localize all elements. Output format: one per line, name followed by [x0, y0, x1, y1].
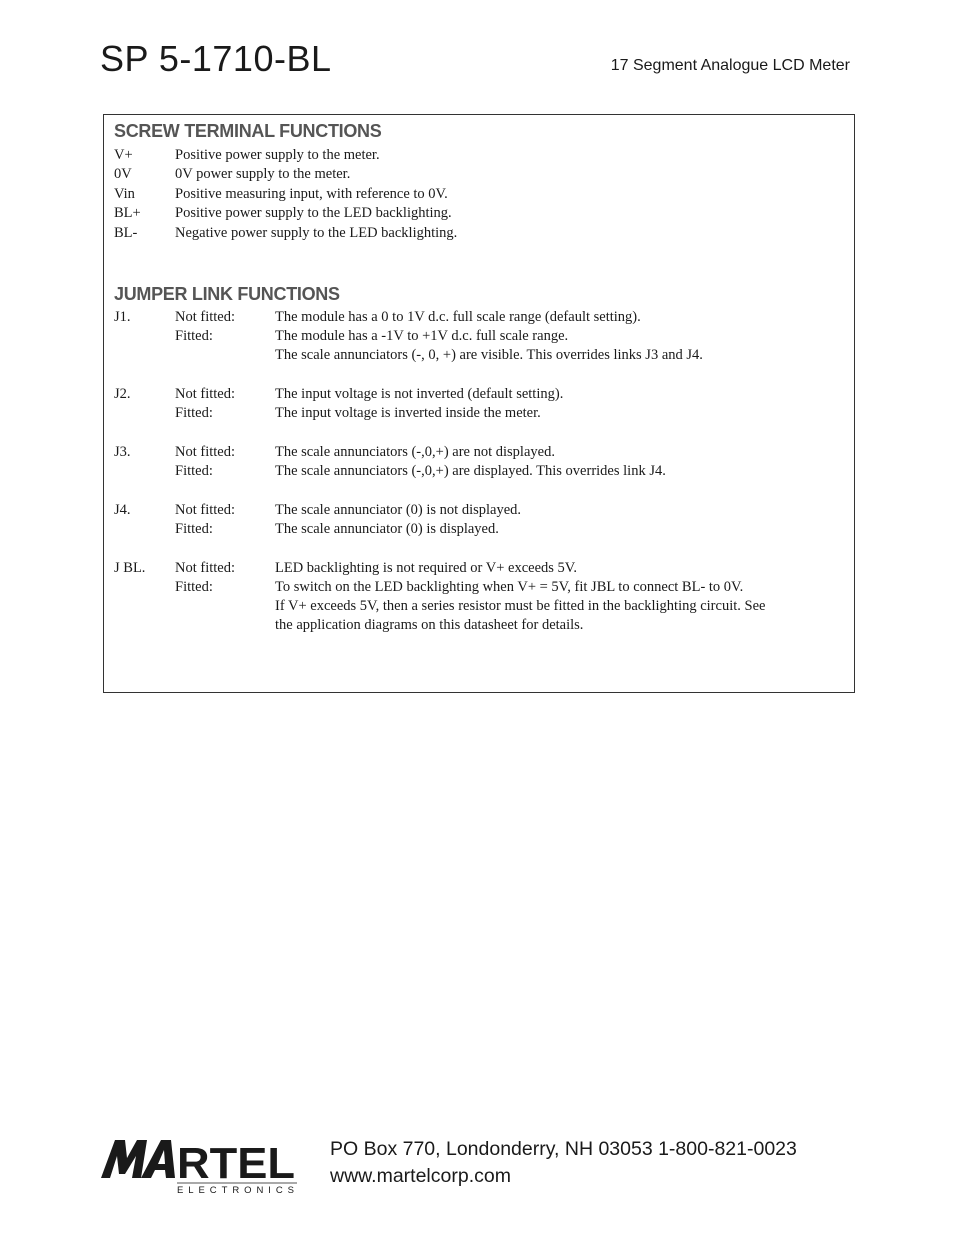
jumper-state: Fitted:: [175, 521, 213, 537]
jumper-state: Not fitted:: [175, 502, 236, 518]
terminal-label: V+: [114, 147, 133, 163]
terminal-description: Positive measuring input, with reference to 0V.: [175, 186, 448, 202]
jumper-label: J BL.: [114, 560, 146, 576]
screw-terminal-heading: SCREW TERMINAL FUNCTIONS: [114, 121, 382, 141]
functions-panel: [103, 114, 855, 693]
jumper-description: The input voltage is not inverted (default setting).: [275, 386, 564, 402]
terminal-description: Positive power supply to the meter.: [175, 147, 380, 163]
terminal-label: Vin: [114, 186, 135, 202]
terminal-description: Negative power supply to the LED backlighting.: [175, 225, 458, 241]
jumper-description: The input voltage is inverted inside the meter.: [275, 405, 541, 421]
terminal-description: 0V power supply to the meter.: [175, 166, 351, 182]
jumper-description: LED backlighting is not required or V+ exceeds 5V.: [275, 560, 578, 576]
jumper-state: Fitted:: [175, 328, 213, 344]
jumper-state: Not fitted:: [175, 309, 236, 325]
jumper-link-heading: JUMPER LINK FUNCTIONS: [114, 284, 340, 304]
page-subtitle: 17 Segment Analogue LCD Meter: [610, 57, 850, 74]
jumper-label: J1.: [114, 309, 131, 325]
jumper-description: the application diagrams on this datasheet for details.: [275, 617, 584, 633]
jumper-description: The scale annunciator (0) is displayed.: [275, 521, 499, 537]
jumper-description: The scale annunciators (-,0,+) are not displayed.: [275, 444, 555, 460]
jumper-description: The scale annunciators (-,0,+) are displayed. This overrides link J4.: [275, 463, 666, 479]
jumper-state: Fitted:: [175, 579, 213, 595]
jumper-state: Not fitted:: [175, 386, 236, 402]
martel-logo: [101, 1136, 297, 1194]
jumper-description: The module has a -1V to +1V d.c. full scale range.: [275, 328, 569, 344]
jumper-state: Not fitted:: [175, 444, 236, 460]
jumper-description: If V+ exceeds 5V, then a series resistor must be fitted in the backlighting circuit. See: [275, 598, 766, 614]
terminal-label: BL+: [114, 205, 141, 221]
jumper-label: J4.: [114, 502, 131, 518]
jumper-description: The scale annunciators (-, 0, +) are visible. This overrides links J3 and J4.: [275, 347, 703, 363]
jumper-description: The scale annunciator (0) is not displayed.: [275, 502, 522, 518]
terminal-label: BL-: [114, 225, 138, 241]
company-website[interactable]: www.martelcorp.com: [330, 1165, 511, 1187]
terminal-description: Positive power supply to the LED backlighting.: [175, 205, 452, 221]
jumper-state: Fitted:: [175, 463, 213, 479]
jumper-state: Not fitted:: [175, 560, 236, 576]
svg-text:ELECTRONICS: ELECTRONICS: [177, 1185, 297, 1194]
jumper-state: Fitted:: [175, 405, 213, 421]
company-address: PO Box 770, Londonderry, NH 03053 1-800-821-0023: [330, 1138, 797, 1160]
page-title: SP 5-1710-BL: [100, 38, 332, 79]
jumper-description: The module has a 0 to 1V d.c. full scale range (default setting).: [275, 309, 641, 325]
jumper-description: To switch on the LED backlighting when V+ = 5V, fit JBL to connect BL- to 0V.: [275, 579, 744, 595]
jumper-label: J3.: [114, 444, 131, 460]
terminal-label: 0V: [114, 166, 132, 182]
jumper-label: J2.: [114, 386, 131, 402]
svg-text:RTEL: RTEL: [177, 1139, 295, 1188]
